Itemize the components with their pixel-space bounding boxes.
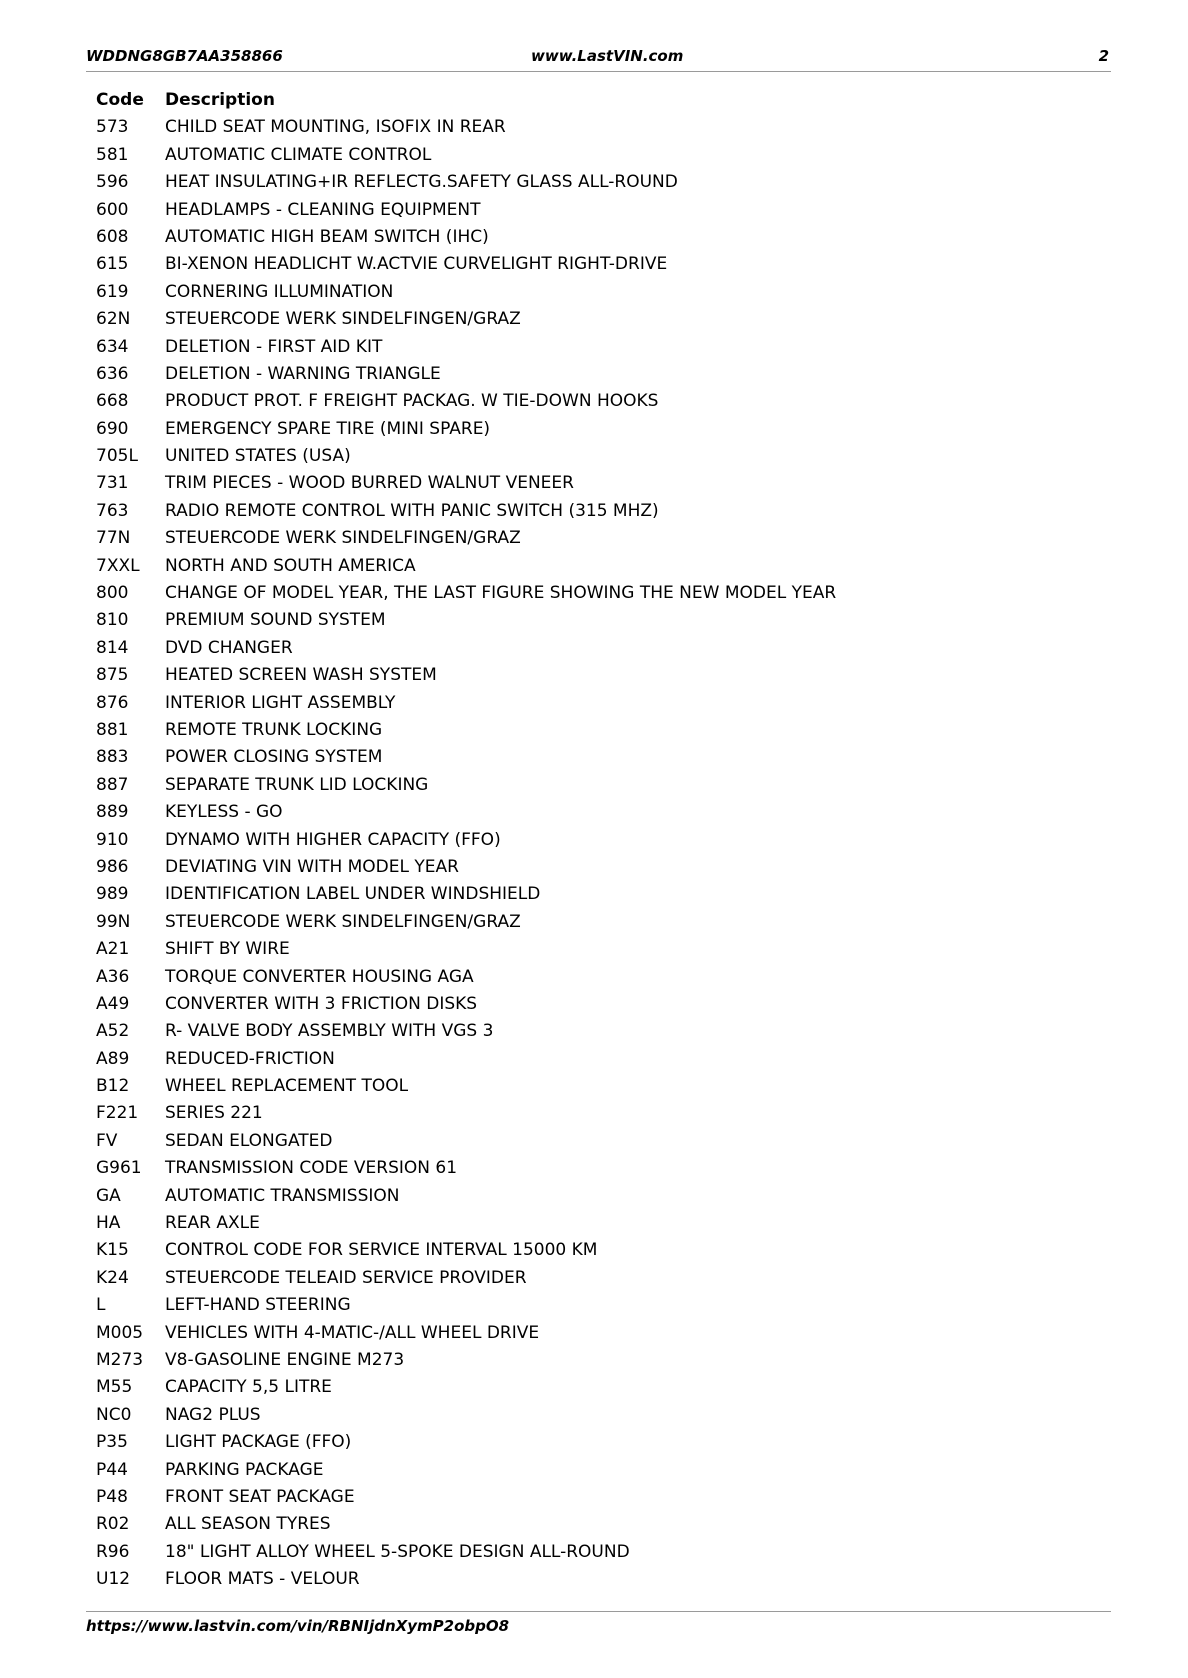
option-code: 668 [96,391,129,412]
table-row [96,964,1096,991]
option-code: A49 [96,993,130,1014]
option-description: REDUCED-FRICTION [165,1048,335,1069]
option-description: DYNAMO WITH HIGHER CAPACITY (FFO) [165,829,501,850]
option-description: SERIES 221 [165,1103,263,1124]
option-description: RADIO REMOTE CONTROL WITH PANIC SWITCH (315 MHZ) [165,500,659,521]
table-row [96,1292,1096,1319]
table-row [96,909,1096,936]
page-header [86,47,1111,72]
table-row [96,1265,1096,1292]
option-code: 910 [96,829,129,850]
option-description: SEPARATE TRUNK LID LOCKING [165,774,429,795]
table-row [96,854,1096,881]
header-site-link[interactable]: www.LastVIN.com [531,47,684,65]
table-row [96,662,1096,689]
option-description: CONTROL CODE FOR SERVICE INTERVAL 15000 KM [165,1240,598,1261]
option-code: 573 [96,117,129,138]
option-code: 881 [96,719,129,740]
table-row [96,197,1096,224]
option-code: R02 [96,1514,130,1535]
table-row [96,936,1096,963]
table-row [96,224,1096,251]
option-code: 99N [96,911,131,932]
table-row [96,1183,1096,1210]
table-row [96,1237,1096,1264]
table-row [96,1374,1096,1401]
option-description: LEFT-HAND STEERING [165,1295,351,1316]
option-code: 77N [96,528,131,549]
table-row [96,744,1096,771]
option-description: HEAT INSULATING+IR REFLECTG.SAFETY GLASS ALL-ROUND [165,172,678,193]
option-description: CHILD SEAT MOUNTING, ISOFIX IN REAR [165,117,506,138]
table-row [96,1539,1096,1566]
table-row [96,635,1096,662]
table-row [96,580,1096,607]
option-code: P48 [96,1486,128,1507]
table-row [96,142,1096,169]
option-description: HEADLAMPS - CLEANING EQUIPMENT [165,199,481,220]
option-description: TRANSMISSION CODE VERSION 61 [165,1158,458,1179]
table-row [96,1210,1096,1237]
table-row [96,1100,1096,1127]
table-row [96,361,1096,388]
table-row [96,114,1096,141]
table-row [96,1511,1096,1538]
option-description: INTERIOR LIGHT ASSEMBLY [165,692,396,713]
option-description: NORTH AND SOUTH AMERICA [165,555,416,576]
table-row [96,498,1096,525]
option-code: 800 [96,583,129,604]
option-code: B12 [96,1076,130,1097]
option-code: A89 [96,1048,130,1069]
option-code: 889 [96,802,129,823]
option-code: 705L [96,446,138,467]
option-description: DELETION - WARNING TRIANGLE [165,363,441,384]
option-description: CHANGE OF MODEL YEAR, THE LAST FIGURE SHOWING THE NEW MODEL YEAR [165,583,837,604]
table-body [96,114,1096,1593]
table-row [96,334,1096,361]
table-row [96,251,1096,278]
option-description: REMOTE TRUNK LOCKING [165,719,383,740]
option-code: K15 [96,1240,129,1261]
option-description: PARKING PACKAGE [165,1459,324,1480]
footer-url-link[interactable]: https://www.lastvin.com/vin/RBNIjdnXymP2obpO8 [86,1617,510,1635]
table-row [96,1155,1096,1182]
table-row [96,1347,1096,1374]
option-code: 810 [96,610,129,631]
table-row [96,1128,1096,1155]
option-code: P44 [96,1459,128,1480]
option-code: A52 [96,1021,130,1042]
option-code: L [96,1295,106,1316]
option-description: STEUERCODE WERK SINDELFINGEN/GRAZ [165,309,521,330]
option-code: 763 [96,500,129,521]
table-row [96,799,1096,826]
option-code: 581 [96,144,129,165]
option-code: M55 [96,1377,133,1398]
header-vin: WDDNG8GB7AA358866 [86,47,283,65]
table-row [96,991,1096,1018]
option-description: STEUERCODE WERK SINDELFINGEN/GRAZ [165,911,521,932]
option-code: HA [96,1213,121,1234]
option-description: TORQUE CONVERTER HOUSING AGA [165,966,474,987]
option-code: FV [96,1130,118,1151]
table-row [96,1046,1096,1073]
column-header-code: Code [96,90,144,110]
table-header-row [96,87,1096,114]
option-description: PREMIUM SOUND SYSTEM [165,610,386,631]
table-row [96,1402,1096,1429]
table-row [96,1566,1096,1593]
table-row [96,306,1096,333]
option-description: R- VALVE BODY ASSEMBLY WITH VGS 3 [165,1021,494,1042]
option-code: 596 [96,172,129,193]
option-description: WHEEL REPLACEMENT TOOL [165,1076,409,1097]
option-description: LIGHT PACKAGE (FFO) [165,1432,352,1453]
option-description: IDENTIFICATION LABEL UNDER WINDSHIELD [165,884,541,905]
page-number: 2 [1098,47,1109,65]
option-description: REAR AXLE [165,1213,260,1234]
option-code: A21 [96,939,130,960]
option-description: DEVIATING VIN WITH MODEL YEAR [165,856,459,877]
option-code: 876 [96,692,129,713]
option-code: A36 [96,966,130,987]
table-row [96,279,1096,306]
option-code: 731 [96,473,129,494]
option-description: AUTOMATIC CLIMATE CONTROL [165,144,432,165]
table-row [96,388,1096,415]
page-footer [86,1611,1111,1636]
table-row [96,1320,1096,1347]
option-code: K24 [96,1267,129,1288]
option-description: AUTOMATIC TRANSMISSION [165,1185,400,1206]
option-description: CAPACITY 5,5 LITRE [165,1377,332,1398]
option-description: VEHICLES WITH 4-MATIC-/ALL WHEEL DRIVE [165,1322,540,1343]
option-code: 986 [96,856,129,877]
option-code: 814 [96,637,129,658]
option-description: SHIFT BY WIRE [165,939,290,960]
option-code: NC0 [96,1404,132,1425]
option-code: 887 [96,774,129,795]
option-description: SEDAN ELONGATED [165,1130,333,1151]
option-code: 600 [96,199,129,220]
table-row [96,1018,1096,1045]
table-row [96,416,1096,443]
column-header-description: Description [165,90,275,110]
table-row [96,169,1096,196]
table-row [96,1457,1096,1484]
table-row [96,470,1096,497]
option-code: 608 [96,226,129,247]
option-description: NAG2 PLUS [165,1404,261,1425]
table-row [96,525,1096,552]
option-code: 875 [96,665,129,686]
option-description: STEUERCODE TELEAID SERVICE PROVIDER [165,1267,527,1288]
option-description: FLOOR MATS - VELOUR [165,1569,360,1590]
option-codes-table [96,87,1096,1593]
option-description: PRODUCT PROT. F FREIGHT PACKAG. W TIE-DOWN HOOKS [165,391,659,412]
option-description: DELETION - FIRST AID KIT [165,336,383,357]
option-code: 883 [96,747,129,768]
option-description: FRONT SEAT PACKAGE [165,1486,355,1507]
option-code: 615 [96,254,129,275]
option-description: CONVERTER WITH 3 FRICTION DISKS [165,993,478,1014]
table-row [96,443,1096,470]
table-row [96,1429,1096,1456]
option-code: M005 [96,1322,144,1343]
table-row [96,881,1096,908]
option-code: R96 [96,1541,130,1562]
table-row [96,1484,1096,1511]
option-description: ALL SEASON TYRES [165,1514,331,1535]
option-description: EMERGENCY SPARE TIRE (MINI SPARE) [165,418,491,439]
table-row [96,553,1096,580]
option-code: 989 [96,884,129,905]
option-description: V8-GASOLINE ENGINE M273 [165,1349,405,1370]
option-code: 634 [96,336,129,357]
table-row [96,717,1096,744]
option-description: AUTOMATIC HIGH BEAM SWITCH (IHC) [165,226,489,247]
option-description: 18" LIGHT ALLOY WHEEL 5-SPOKE DESIGN ALL-ROUND [165,1541,630,1562]
option-description: BI-XENON HEADLICHT W.ACTVIE CURVELIGHT RIGHT-DRIVE [165,254,668,275]
option-description: STEUERCODE WERK SINDELFINGEN/GRAZ [165,528,521,549]
option-code: G961 [96,1158,142,1179]
table-row [96,1073,1096,1100]
table-row [96,827,1096,854]
option-code: P35 [96,1432,128,1453]
option-description: TRIM PIECES - WOOD BURRED WALNUT VENEER [165,473,574,494]
option-description: HEATED SCREEN WASH SYSTEM [165,665,437,686]
option-code: 619 [96,281,129,302]
option-code: GA [96,1185,121,1206]
option-code: 690 [96,418,129,439]
option-code: 636 [96,363,129,384]
option-code: 7XXL [96,555,140,576]
option-description: DVD CHANGER [165,637,293,658]
option-description: UNITED STATES (USA) [165,446,351,467]
option-description: POWER CLOSING SYSTEM [165,747,383,768]
option-code: M273 [96,1349,144,1370]
table-row [96,690,1096,717]
option-code: 62N [96,309,131,330]
option-code: U12 [96,1569,131,1590]
option-description: CORNERING ILLUMINATION [165,281,394,302]
option-code: F221 [96,1103,139,1124]
table-row [96,772,1096,799]
table-row [96,607,1096,634]
option-description: KEYLESS - GO [165,802,283,823]
